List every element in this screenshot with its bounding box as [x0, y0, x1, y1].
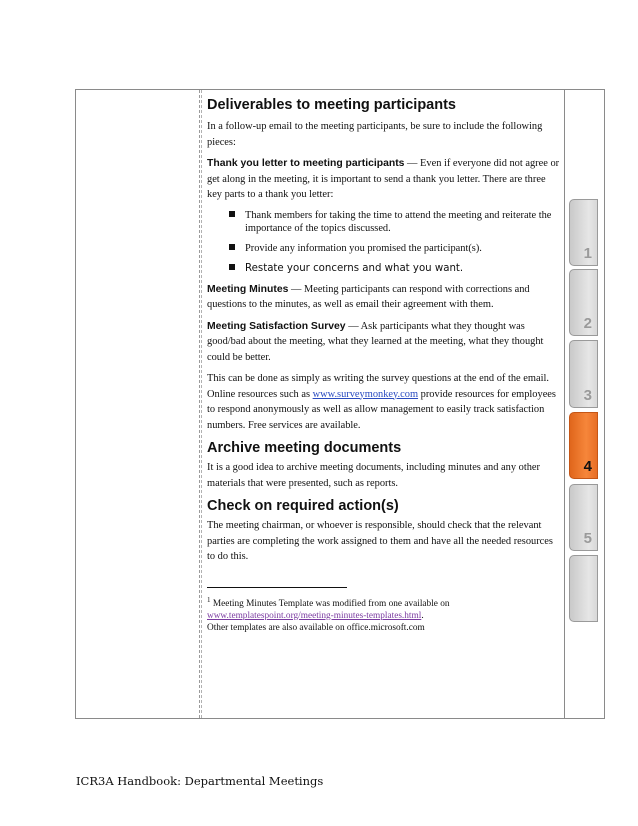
- list-item: Restate your concerns and what you want.: [207, 262, 563, 275]
- survey-text: — Ask participants what they thought was good/bad about the meeting, what they learned at the meeting, what they thought could be better.: [207, 320, 544, 363]
- deliverables-heading: Deliverables to meeting participants: [207, 97, 456, 113]
- section-tab-blank[interactable]: [569, 555, 598, 622]
- page-footer: ICR3A Handbook: Departmental Meetings: [76, 774, 324, 788]
- minutes-paragraph: [207, 282, 563, 313]
- main-content: [207, 96, 563, 634]
- thank-you-bullet-list: [207, 209, 563, 275]
- footnote-line2: Other templates are also available on office.microsoft.com: [207, 622, 425, 633]
- list-item: Provide any information you promised the participant(s).: [207, 242, 563, 255]
- footnote: $^1$ Meeting Minutes Template was modified from one available on www.templatespoint.org/meeting-minutes-templates.html. Other templates are also available on office.microsoft.com: [207, 595, 450, 633]
- bullet-icon: [229, 244, 235, 250]
- bullet-icon: [229, 264, 235, 270]
- minutes-text: — Meeting participants can respond with corrections and questions to the minutes, as well as email their agreement with them.: [207, 283, 530, 310]
- survey-paragraph: [207, 319, 563, 366]
- survey-resources-paragraph: This can be done as simply as writing the survey questions at the end of the email. Online resources such as www.surveymonkey.com provide resources for employees to respond anonymously as well as allow management to easily track satisfaction numbers. Free services are available.: [207, 373, 556, 431]
- footnote-marker: 1: [207, 595, 211, 604]
- thank-you-lead: Thank you letter to meeting participants: [207, 158, 405, 169]
- list-item: Thank members for taking the time to attend the meeting and reiterate the importance of the topics discussed.: [207, 209, 563, 235]
- section-tab-1[interactable]: 1: [569, 199, 598, 266]
- section-tab-5[interactable]: 5: [569, 484, 598, 551]
- survey-lead: Meeting Satisfaction Survey: [207, 320, 346, 332]
- templatespoint-link[interactable]: www.templatespoint.org/meeting-minutes-templates.html: [207, 610, 422, 621]
- archive-text: It is a good idea to archive meeting documents, including minutes and any other materials that were presented, such as reports.: [207, 462, 540, 489]
- thank-you-text: — Even if everyone did not agree or get along in the meeting, it is important to send a thank you letter. There are three key parts to a thank you letter:: [207, 158, 560, 200]
- thank-you-paragraph: [207, 156, 563, 203]
- check-text: The meeting chairman, or whoever is responsible, should check that the relevant parties are completing the work assigned to them and have all the needed resources to do this.: [207, 520, 553, 562]
- bullet-icon: [229, 211, 235, 217]
- margin-divider-inner: [201, 90, 202, 718]
- section-tab-2[interactable]: 2: [569, 269, 598, 336]
- minutes-lead: Meeting Minutes: [207, 283, 289, 295]
- surveymonkey-link[interactable]: www.surveymonkey.com: [312, 388, 419, 400]
- section-tab-4[interactable]: 4: [569, 412, 598, 479]
- margin-divider: [199, 90, 200, 718]
- deliverables-intro: In a follow-up email to the meeting participants, be sure to include the following pieces:: [207, 121, 543, 148]
- section-tab-3[interactable]: 3: [569, 340, 598, 408]
- archive-heading: Archive meeting documents: [207, 440, 402, 456]
- check-heading: Check on required action(s): [207, 498, 399, 514]
- tab-column-divider: [564, 90, 565, 718]
- footnote-rule: [207, 587, 347, 588]
